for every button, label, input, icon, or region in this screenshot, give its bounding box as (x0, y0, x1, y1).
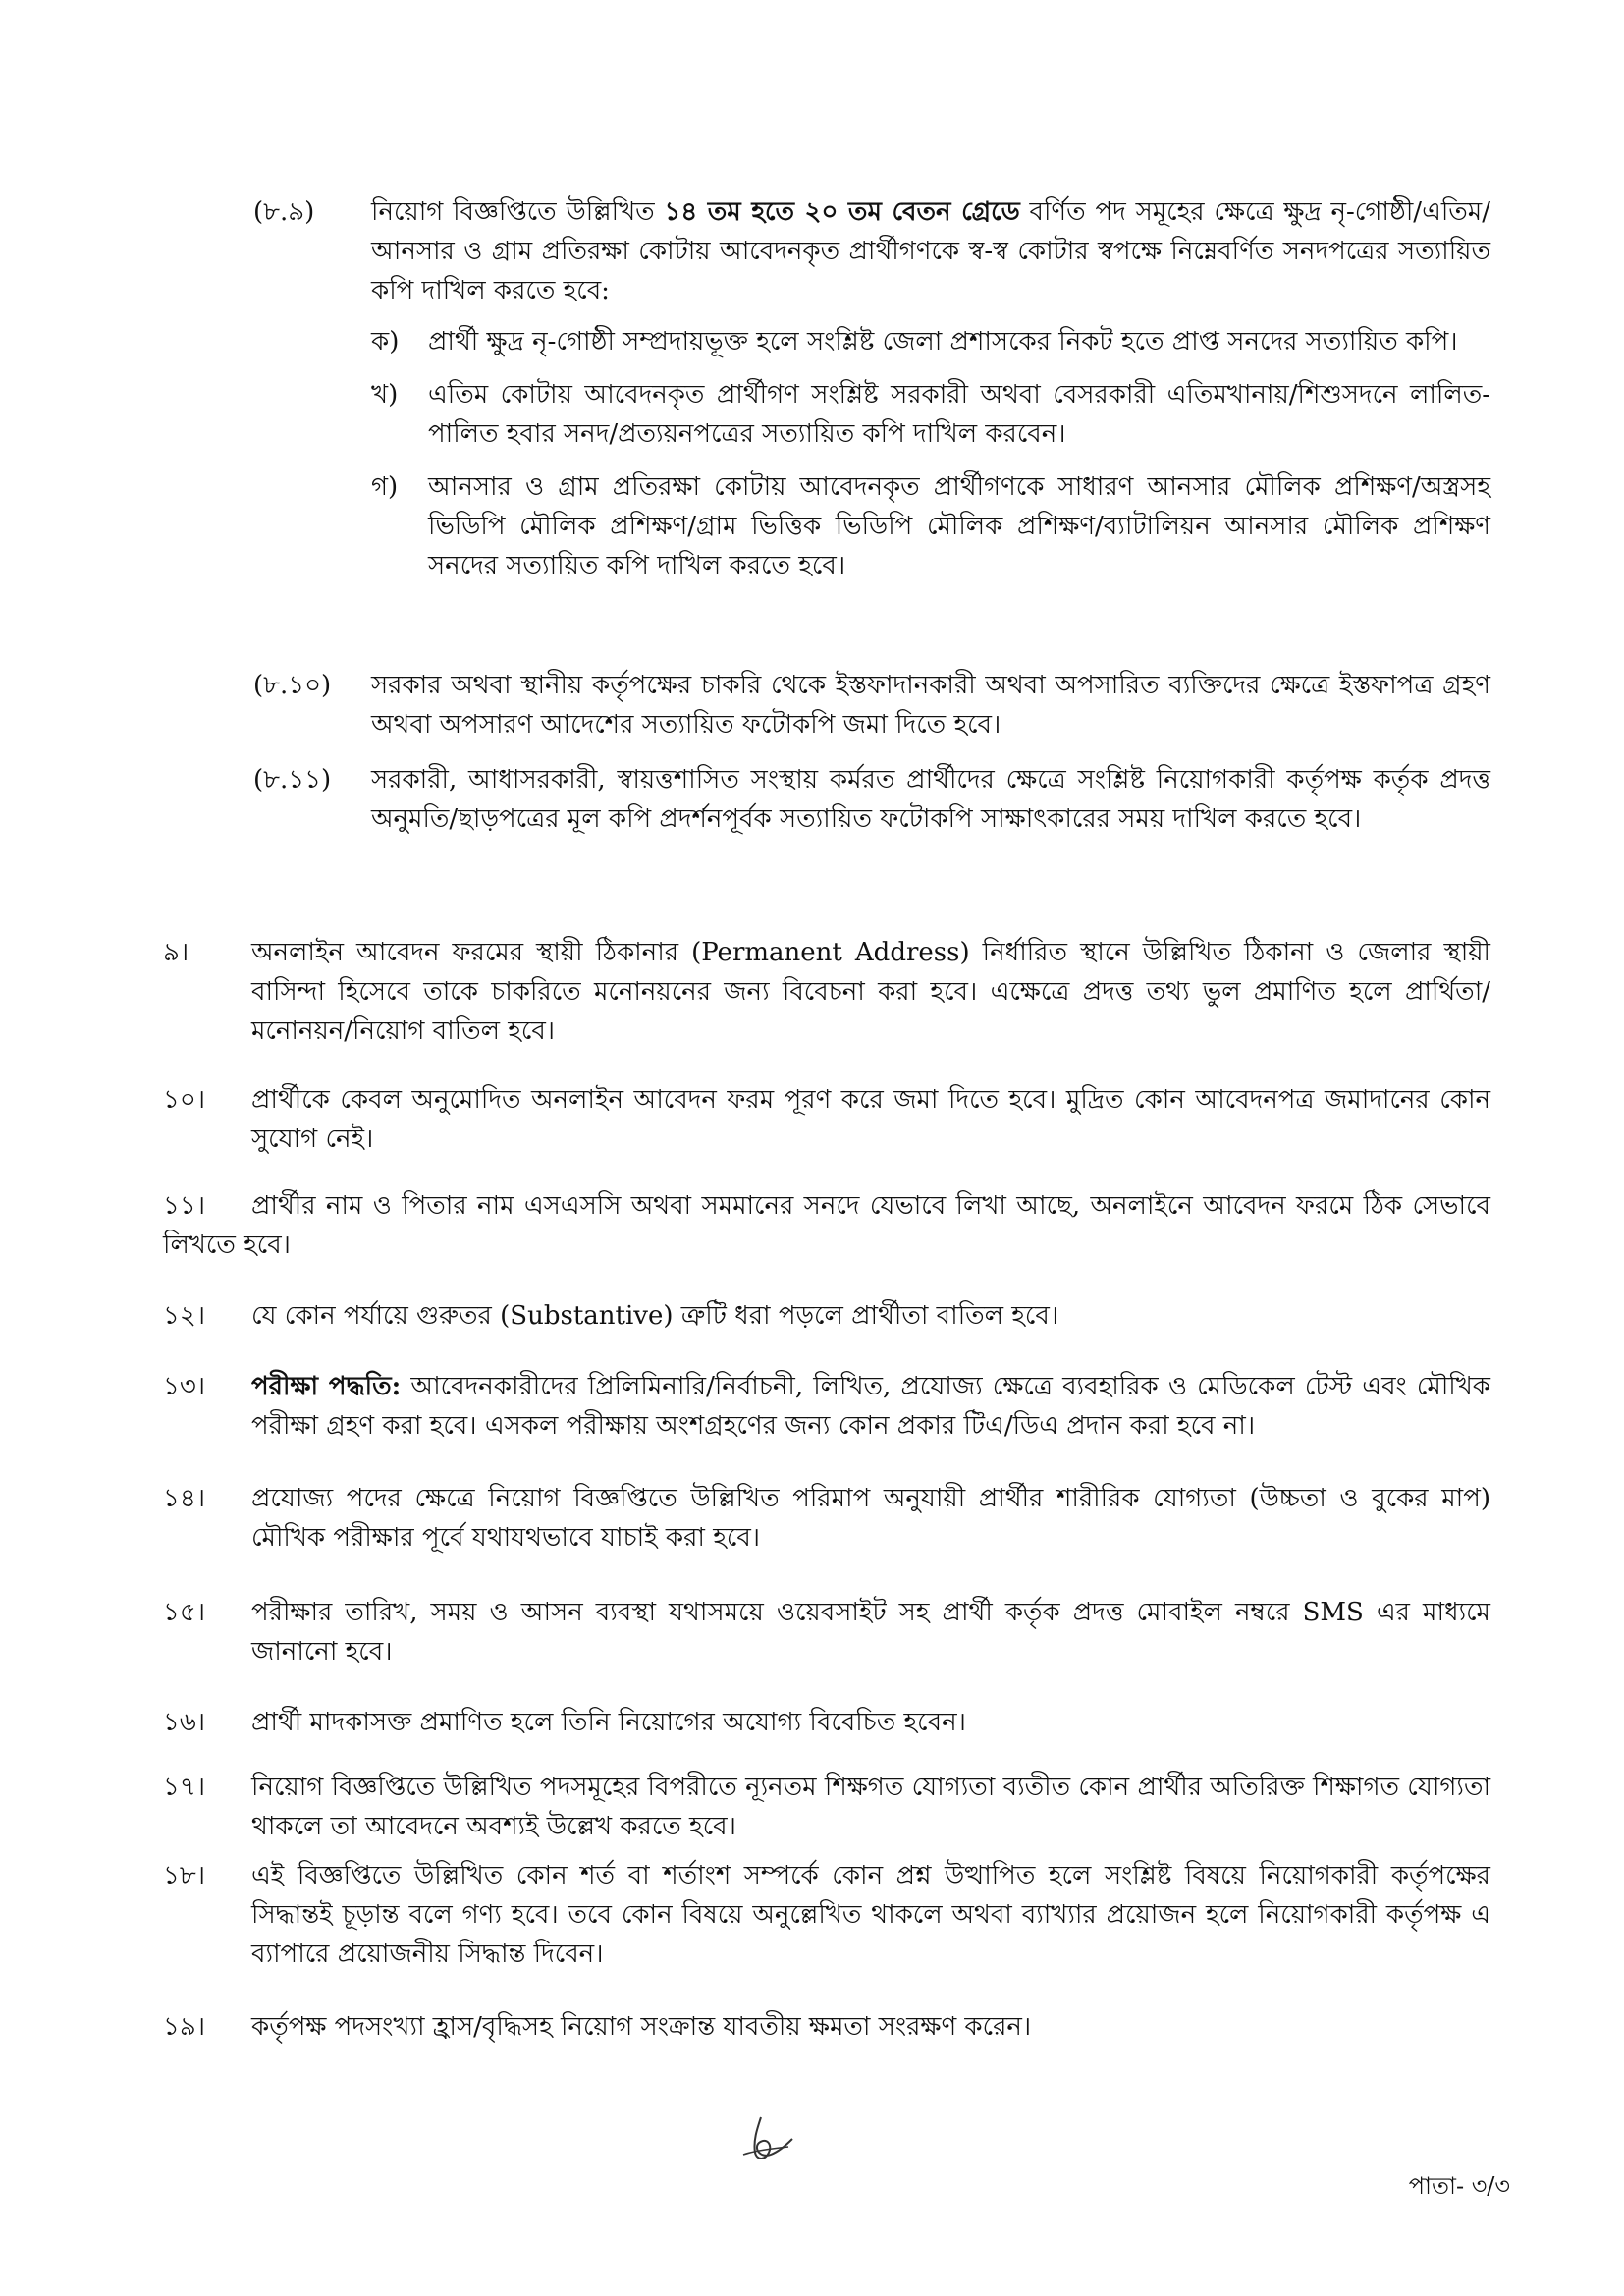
clause-8-11 (253, 760, 1490, 839)
list-item-label: ক) (371, 327, 400, 356)
clause-number: ৯। (163, 938, 189, 967)
list-item-text: এতিম কোটায় আবেদনকৃত প্রার্থীগণ সংশ্লিষ্ট সরকারী অথবা বেসরকারী এতিমখানায়/শিশুসদনে লালিত-পালিত হবার সনদ/প্রত্যয়নপত্রের সত্যায়িত কপি দাখিল করবেন। (428, 380, 1490, 449)
clause-intro-text: নিয়োগ বিজ্ঞপ্তিতে উল্লিখিত (371, 197, 665, 227)
clause-12 (163, 1296, 1490, 1336)
clause-16 (163, 1703, 1490, 1742)
clause-body: পরীক্ষার তারিখ, সময় ও আসন ব্যবস্থা যথাসময়ে ওয়েবসাইট সহ প্রার্থী কর্তৃক প্রদত্ত মোবাইল নম্বরে SMS এর মাধ্যমে জানানো হবে। (251, 1598, 1490, 1667)
clause-number: ১৩। (163, 1372, 206, 1401)
clause-8-10 (253, 666, 1490, 744)
clause-number: ১৯। (163, 2012, 206, 2042)
clause-number: (৮.১০) (253, 671, 332, 700)
clause-text: প্রার্থীর নাম ও পিতার নাম এসএসসি অথবা সমমানের সনদে যেভাবে লিখা আছে, অনলাইনে আবেদন ফরমে ঠিক সেভাবে লিখতে হবে। (163, 1191, 1490, 1260)
clause-body: প্রার্থীকে কেবল অনুমোদিত অনলাইন আবেদন ফরম পূরণ করে জমা দিতে হবে। মুদ্রিত কোন আবেদনপত্র জমাদানের কোন সুযোগ নেই। (251, 1085, 1491, 1154)
clause-body (251, 1367, 1490, 1446)
clause-number: ১২। (163, 1301, 206, 1331)
clause-body (371, 192, 1490, 585)
clause-19 (163, 2007, 1490, 2047)
signature-mark (731, 2109, 800, 2168)
list-item-label: গ) (371, 472, 399, 502)
exam-method-heading: পরীক্ষা পদ্ধতি: (251, 1372, 402, 1401)
page-number: পাতা- ৩/৩ (1408, 2172, 1510, 2200)
list-item (371, 322, 1490, 361)
clause-number: ১৮। (163, 1861, 206, 1890)
clause-8-9 (253, 192, 1490, 599)
clause-number: ১৬। (163, 1708, 206, 1737)
clause-15 (163, 1593, 1490, 1671)
clause-text: আবেদনকারীদের প্রিলিমিনারি/নির্বাচনী, লিখিত, প্রযোজ্য ক্ষেত্রে ব্যবহারিক ও মেডিকেল টেস্ট এবং মৌখিক পরীক্ষা গ্রহণ করা হবে। এসকল পরীক্ষায় অংশগ্রহণের জন্য কোন প্রকার টিএ/ডিএ প্রদান করা হবে না। (251, 1372, 1490, 1441)
clause-11 (163, 1186, 1490, 1265)
clause-10 (163, 1080, 1490, 1159)
clause-body: এই বিজ্ঞপ্তিতে উল্লিখিত কোন শর্ত বা শর্তাংশ সম্পর্কে কোন প্রশ্ন উত্থাপিত হলে সংশ্লিষ্ট বিষয়ে নিয়োগকারী কর্তৃপক্ষের সিদ্ধান্তই চূড়ান্ত বলে গণ্য হবে। তবে কোন বিষয়ে অনুল্লেখিত থাকলে অথবা ব্যাখ্যার প্রয়োজন হলে নিয়োগকারী কর্তৃপক্ষ এ ব্যাপারে প্রয়োজনীয় সিদ্ধান্ত দিবেন। (251, 1861, 1490, 1969)
list-item (371, 375, 1490, 454)
clause-number: (৮.১১) (253, 765, 332, 794)
clause-body: কর্তৃপক্ষ পদসংখ্যা হ্রাস/বৃদ্ধিসহ নিয়োগ সংক্রান্ত যাবতীয় ক্ষমতা সংরক্ষণ করেন। (251, 2012, 1032, 2042)
clause-body: সরকারী, আধাসরকারী, স্বায়ত্তশাসিত সংস্থায় কর্মরত প্রার্থীদের ক্ষেত্রে সংশ্লিষ্ট নিয়োগকারী কর্তৃপক্ষ কর্তৃক প্রদত্ত অনুমতি/ছাড়পত্রের মূল কপি প্রদর্শনপূর্বক সত্যায়িত ফটোকপি সাক্ষাৎকারের সময় দাখিল করতে হবে। (371, 765, 1490, 834)
clause-number: ১৭। (163, 1773, 206, 1802)
clause-18 (163, 1856, 1490, 1974)
clause-body: প্রার্থী মাদকাসক্ত প্রমাণিত হলে তিনি নিয়োগের অযোগ্য বিবেচিত হবেন। (251, 1708, 966, 1737)
clause-body (163, 1186, 1490, 1265)
quota-certificate-list (371, 322, 1490, 585)
clause-9 (163, 933, 1490, 1051)
pay-grade-emphasis: ১৪ তম হতে ২০ তম বেতন গ্রেডে (664, 197, 1020, 227)
clause-body: নিয়োগ বিজ্ঞপ্তিতে উল্লিখিত পদসমূহের বিপরীতে ন্যূনতম শিক্ষগত যোগ্যতা ব্যতীত কোন প্রার্থীর অতিরিক্ত শিক্ষাগত যোগ্যতা থাকলে তা আবেদনে অবশ্যই উল্লেখ করতে হবে। (251, 1773, 1490, 1841)
clause-body: যে কোন পর্যায়ে গুরুতর (Substantive) ত্রুটি ধরা পড়লে প্রার্থীতা বাতিল হবে। (251, 1301, 1059, 1331)
clause-number: ১৪। (163, 1484, 206, 1513)
clause-body: প্রযোজ্য পদের ক্ষেত্রে নিয়োগ বিজ্ঞপ্তিতে উল্লিখিত পরিমাপ অনুযায়ী প্রার্থীর শারীরিক যোগ্যতা (উচ্চতা ও বুকের মাপ) মৌখিক পরীক্ষার পূর্বে যথাযথভাবে যাচাই করা হবে। (251, 1484, 1490, 1553)
clause-number: ১০। (163, 1085, 206, 1115)
list-item-text: আনসার ও গ্রাম প্রতিরক্ষা কোটায় আবেদনকৃত প্রার্থীগণকে সাধারণ আনসার মৌলিক প্রশিক্ষণ/অস্ত্রসহ ভিডিপি মৌলিক প্রশিক্ষণ/গ্রাম ভিত্তিক ভিডিপি মৌলিক প্রশিক্ষণ/ব্যাটালিয়ন আনসার মৌলিক প্রশিক্ষণ সনদের সত্যায়িত কপি দাখিল করতে হবে। (428, 472, 1490, 580)
list-item (371, 467, 1490, 585)
clause-body: সরকার অথবা স্থানীয় কর্তৃপক্ষের চাকরি থেকে ইস্তফাদানকারী অথবা অপসারিত ব্যক্তিদের ক্ষেত্রে ইস্তফাপত্র গ্রহণ অথবা অপসারণ আদেশের সত্যায়িত ফটোকপি জমা দিতে হবে। (371, 671, 1490, 739)
clause-13 (163, 1367, 1490, 1446)
clause-intro (371, 192, 1490, 310)
list-item-label: খ) (371, 380, 399, 410)
clause-number: ১৫। (163, 1598, 206, 1627)
clause-number: (৮.৯) (253, 197, 315, 227)
list-item-text: প্রার্থী ক্ষুদ্র নৃ-গোষ্ঠী সম্প্রদায়ভূক্ত হলে সংশ্লিষ্ট জেলা প্রশাসকের নিকট হতে প্রাপ্ত সনদের সত্যায়িত কপি। (428, 327, 1458, 356)
clause-intro-text: বর্ণিত পদ সমূহের ক্ষেত্রে ক্ষুদ্র নৃ-গোষ্ঠী/এতিম/আনসার ও গ্রাম প্রতিরক্ষা কোটায় আবেদনকৃত প্রার্থীগণকে স্ব-স্ব কোটার স্বপক্ষে নিম্নেবর্ণিত সনদপত্রের সত্যায়িত কপি দাখিল করতে হবে: (371, 197, 1490, 305)
clause-14 (163, 1479, 1490, 1558)
clause-17 (163, 1768, 1490, 1846)
clause-number: ১১। (163, 1191, 206, 1221)
clause-body: অনলাইন আবেদন ফরমের স্থায়ী ঠিকানার (Permanent Address) নির্ধারিত স্থানে উল্লিখিত ঠিকানা ও জেলার স্থায়ী বাসিন্দা হিসেবে তাকে চাকরিতে মনোনয়নের জন্য বিবেচনা করা হবে। এক্ষেত্রে প্রদত্ত তথ্য ভুল প্রমাণিত হলে প্রার্থিতা/মনোনয়ন/নিয়োগ বাতিল হবে। (251, 938, 1490, 1046)
